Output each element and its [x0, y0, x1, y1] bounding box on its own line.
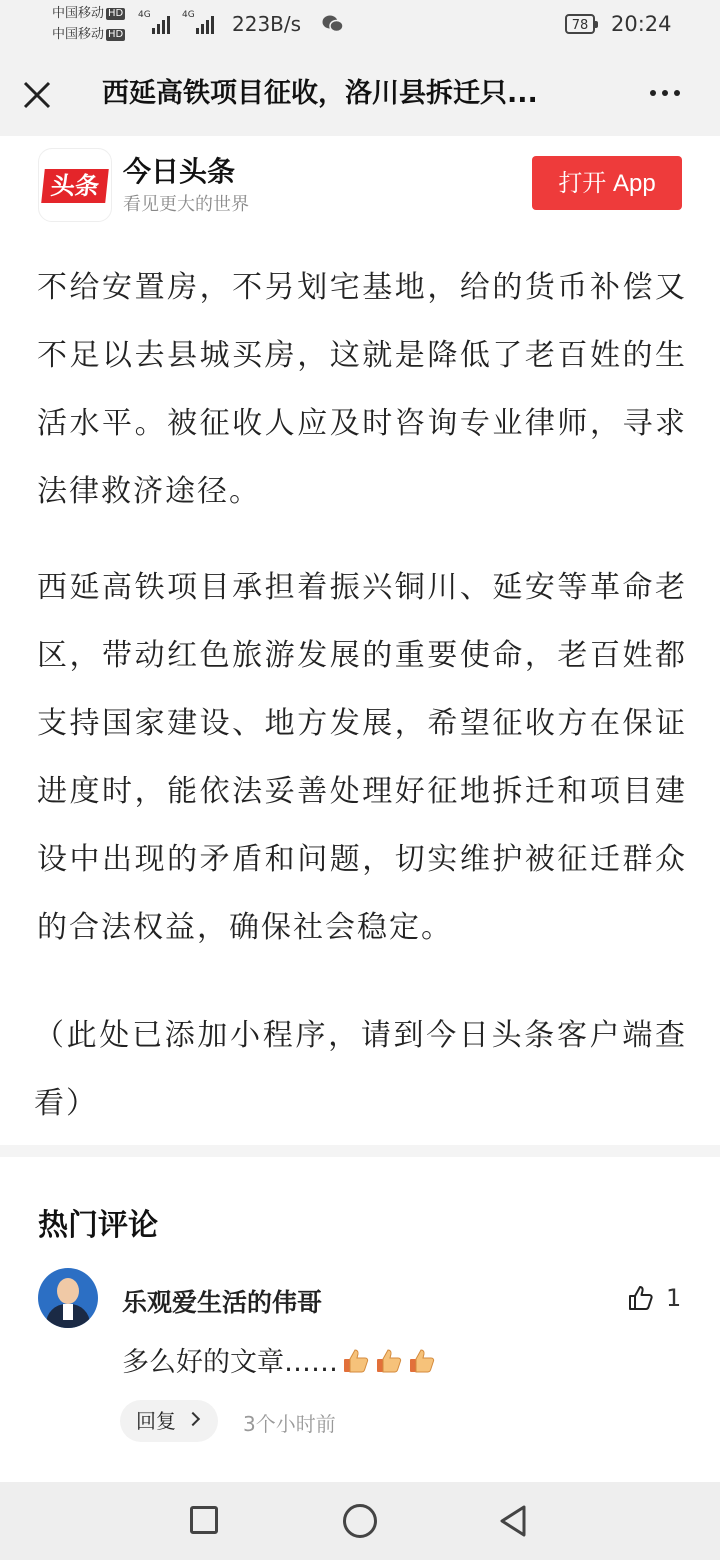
more-options-icon[interactable] — [650, 90, 680, 96]
section-divider — [0, 1145, 720, 1157]
thumbs-up-emoji-icon — [407, 1346, 437, 1376]
status-bar — [0, 0, 720, 56]
article-body — [34, 254, 687, 1138]
title-bar — [0, 56, 720, 136]
carrier-2: 中国移动 HD — [52, 27, 124, 42]
home-circle-icon[interactable] — [343, 1504, 377, 1538]
open-app-button[interactable]: 打开 App — [532, 156, 682, 210]
article-paragraph: 不给安置房，不另划宅基地，给的货币补偿又不足以去县城买房，这就是降低了老百姓的生活水平。被征收人应及时咨询专业律师，寻求法律救济途径。 — [37, 270, 687, 509]
back-triangle-icon[interactable] — [496, 1503, 530, 1539]
comment-body: 多么好的文章…… — [122, 1347, 338, 1378]
signal-icon-2: 4G — [196, 12, 214, 34]
wechat-icon — [322, 14, 344, 39]
app-slogan: 看见更大的世界 — [123, 194, 249, 215]
reply-button[interactable] — [120, 1400, 218, 1442]
close-icon[interactable] — [20, 78, 54, 112]
comment-time: 3个小时前 — [243, 1412, 336, 1436]
system-nav-bar — [0, 1482, 720, 1560]
thumbs-up-icon[interactable] — [627, 1284, 655, 1312]
article-paragraph: 西延高铁项目承担着振兴铜川、延安等革命老区，带动红色旅游发展的重要使命，老百姓都支持国家建设、地方发展，希望征收方在保证进度时，能依法妥善处理好征地拆迁和项目建设中出现的矛盾和问题，切实维护被征迁群众的合法权益，确保社会稳定。 — [37, 570, 687, 945]
comments-heading: 热门评论 — [38, 1208, 158, 1243]
recent-apps-square-icon[interactable] — [190, 1506, 218, 1534]
chevron-right-icon — [186, 1412, 200, 1426]
comment-text — [122, 1340, 437, 1379]
app-logo — [38, 148, 112, 222]
app-name: 今日头条 — [123, 155, 236, 188]
page-title: 西延高铁项目征收，洛川县拆迁只... — [102, 78, 538, 109]
app-banner — [0, 136, 720, 230]
battery-icon: 78 — [565, 14, 595, 34]
like-count: 1 — [666, 1284, 682, 1312]
carrier-1: 中国移动 HD — [52, 6, 124, 21]
thumbs-up-emoji-icon — [374, 1346, 404, 1376]
commenter-name[interactable]: 乐观爱生活的伟哥 — [122, 1288, 323, 1317]
reply-label: 回复 — [136, 1411, 176, 1433]
net-speed: 223B/s — [232, 12, 302, 36]
clock: 20:24 — [611, 12, 672, 36]
mini-program-notice: （此处已添加小程序，请到今日头条客户端查看） — [34, 1018, 687, 1121]
avatar[interactable] — [38, 1268, 98, 1328]
signal-icon-1: 4G — [152, 12, 170, 34]
thumbs-up-emoji-icon — [341, 1346, 371, 1376]
logo-text: 头条 — [41, 169, 109, 203]
